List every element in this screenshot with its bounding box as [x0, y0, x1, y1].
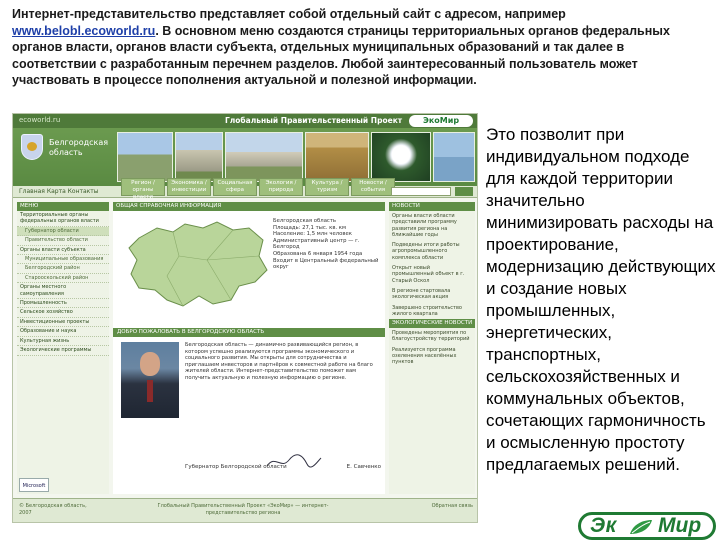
- nav-small-links[interactable]: Главная Карта Контакты: [19, 188, 99, 195]
- welcome-header: ДОБРО ПОЖАЛОВАТЬ В БЕЛГОРОДСКУЮ ОБЛАСТЬ: [113, 328, 385, 337]
- site-url: ecoworld.ru: [19, 116, 61, 124]
- map-info-line: Административный центр — г. Белгород: [273, 237, 360, 251]
- coat-of-arms-icon: [21, 134, 43, 160]
- menu-item[interactable]: Органы власти субъекта: [17, 246, 109, 255]
- nav-tab-4[interactable]: Экология / природа: [259, 178, 303, 196]
- news-list: [389, 211, 475, 319]
- nav-tab-3[interactable]: Социальная сфера: [213, 178, 257, 196]
- nav-tab-6[interactable]: Новости / события: [351, 178, 395, 196]
- top-band: [13, 114, 478, 128]
- intro-paragraph: [12, 6, 712, 89]
- menu-item[interactable]: Территориальные органы федеральных органов власти: [17, 211, 109, 227]
- search-input[interactable]: [391, 187, 451, 196]
- region-map-shape: [129, 222, 267, 306]
- news-list-2: [389, 328, 475, 367]
- map-info: [273, 218, 381, 271]
- map-info-line: Белгородская область: [273, 218, 337, 224]
- menu-item[interactable]: Старооскольский район: [17, 274, 109, 283]
- footer-left: © Белгородская область, 2007: [19, 503, 87, 516]
- news-header-2: ЭКОЛОГИЧЕСКИЕ НОВОСТИ: [389, 319, 475, 328]
- greeting-text: Белгородская область — динамично развивающийся регион, в котором успешно реализуются программы экономического и социального развития. Мы открыты для сотрудничества и приглашаем инвесторов и партнёров к совместной работе на благо жителей области. Интернет-представительство поможет вам получить актуальную и полезную информацию о регионе.: [185, 342, 373, 381]
- news-column: [389, 202, 475, 494]
- nav-bar: [13, 180, 478, 200]
- news-item[interactable]: Проведены мероприятия по благоустройству территорий: [392, 330, 470, 343]
- menu-item[interactable]: Правительство области: [17, 236, 109, 245]
- header-photo-landscape: [117, 132, 173, 182]
- website-screenshot: [12, 113, 478, 523]
- region-map[interactable]: [121, 216, 271, 316]
- news-item[interactable]: Открыт новый промышленный объект в г. Старый Оскол: [392, 265, 465, 284]
- menu-item[interactable]: Белгородский район: [17, 264, 109, 273]
- menu-item[interactable]: Культурная жизнь: [17, 337, 109, 346]
- main-content: [113, 202, 385, 494]
- map-info-line: Образована 6 января 1954 года: [273, 250, 363, 257]
- header-photo-flower: [371, 132, 431, 182]
- map-info-line: Население: 1,5 млн человек: [273, 231, 352, 238]
- footer-center: Глобальный Правительственный Проект «ЭкоМир» — интернет-представительство региона: [157, 503, 329, 516]
- menu-item[interactable]: Образование и наука: [17, 327, 109, 336]
- menu-item[interactable]: Экологические программы: [17, 346, 109, 355]
- map-header: ОБЩАЯ СПРАВОЧНАЯ ИНФОРМАЦИЯ: [113, 202, 385, 211]
- top-logo[interactable]: ЭкоМир: [409, 115, 473, 127]
- governor-portrait: [121, 342, 179, 418]
- menu-item[interactable]: Инвестиционные проекты: [17, 318, 109, 327]
- news-item[interactable]: Реализуется программа озеленения населённых пунктов: [392, 346, 457, 366]
- leaf-icon: [628, 518, 654, 536]
- project-title: Глобальный Правительственный Проект: [225, 116, 403, 125]
- header-photo-field: [305, 132, 369, 182]
- map-info-line: Площадь: 27,1 тыс. кв. км: [273, 224, 347, 231]
- search-button[interactable]: [455, 187, 473, 196]
- menu-list: [17, 211, 109, 356]
- intro-line2: . В основном меню создаются страницы территориальных органов федеральных органов власти, органов власти субъекта, отдельных муниципальных образований и так далее в соответствии с разработанным перечнем разделов. Любой заинтересованный пользователь может участвовать в процессе пополнения актуальной и полезной информации.: [12, 23, 670, 87]
- menu-header: МЕНЮ: [17, 202, 109, 211]
- nav-tab-1[interactable]: Регион / органы власти: [121, 178, 165, 196]
- menu-item[interactable]: Муниципальные образования: [17, 255, 109, 264]
- left-menu: [17, 202, 109, 494]
- news-item[interactable]: Завершено строительство жилого квартала: [392, 304, 462, 317]
- signature-left: Губернатор Белгородской области: [185, 464, 287, 470]
- side-description: Это позволит при индивидуальном подходе для каждой территории значительно минимизировать расходы на проектирование, модернизацию действующих и создание новых промышленных, энергетических, транспортных, сельскохозяйственных и коммунальных объектов, сочетающих гармоничность и осмысленную простоту предлагаемых решений.: [486, 125, 716, 474]
- region-name: Белгородская область: [49, 138, 109, 157]
- news-header: НОВОСТИ: [389, 202, 475, 211]
- nav-tab-2[interactable]: Экономика / инвестиции: [167, 178, 211, 196]
- news-item[interactable]: Органы власти области представили программу развития региона на ближайшие годы: [392, 213, 457, 238]
- header-photo-city: [175, 132, 223, 182]
- map-info-line: Входит в Центральный федеральный округ: [273, 257, 379, 271]
- signature-line: [185, 464, 381, 470]
- menu-item[interactable]: Промышленность: [17, 299, 109, 308]
- nav-tab-5[interactable]: Культура / туризм: [305, 178, 349, 196]
- news-item[interactable]: Подведены итоги работы агропромышленного комплекса области: [392, 242, 460, 261]
- intro-line1: Интернет-представительство представляет собой отдельный сайт с адресом, например: [12, 7, 566, 21]
- menu-item[interactable]: Губернатор области: [17, 227, 109, 236]
- header-photo-sky: [433, 132, 475, 182]
- ecomir-logo: [578, 510, 716, 540]
- site-footer: [13, 498, 478, 523]
- footer-right[interactable]: Обратная связь: [431, 503, 473, 509]
- menu-item[interactable]: Сельское хозяйство: [17, 308, 109, 317]
- news-item[interactable]: В регионе стартовала экологическая акция: [392, 287, 451, 301]
- signature-right: Е. Савченко: [346, 464, 381, 470]
- logo-text-part2: Мир: [658, 514, 702, 537]
- partner-badge[interactable]: Microsoft: [19, 478, 49, 492]
- menu-item[interactable]: Органы местного самоуправления: [17, 283, 109, 299]
- site-url-link[interactable]: www.belobl.ecoworld.ru: [12, 23, 156, 38]
- header-photo-buildings: [225, 132, 303, 182]
- logo-text-part1: Эк: [590, 514, 617, 537]
